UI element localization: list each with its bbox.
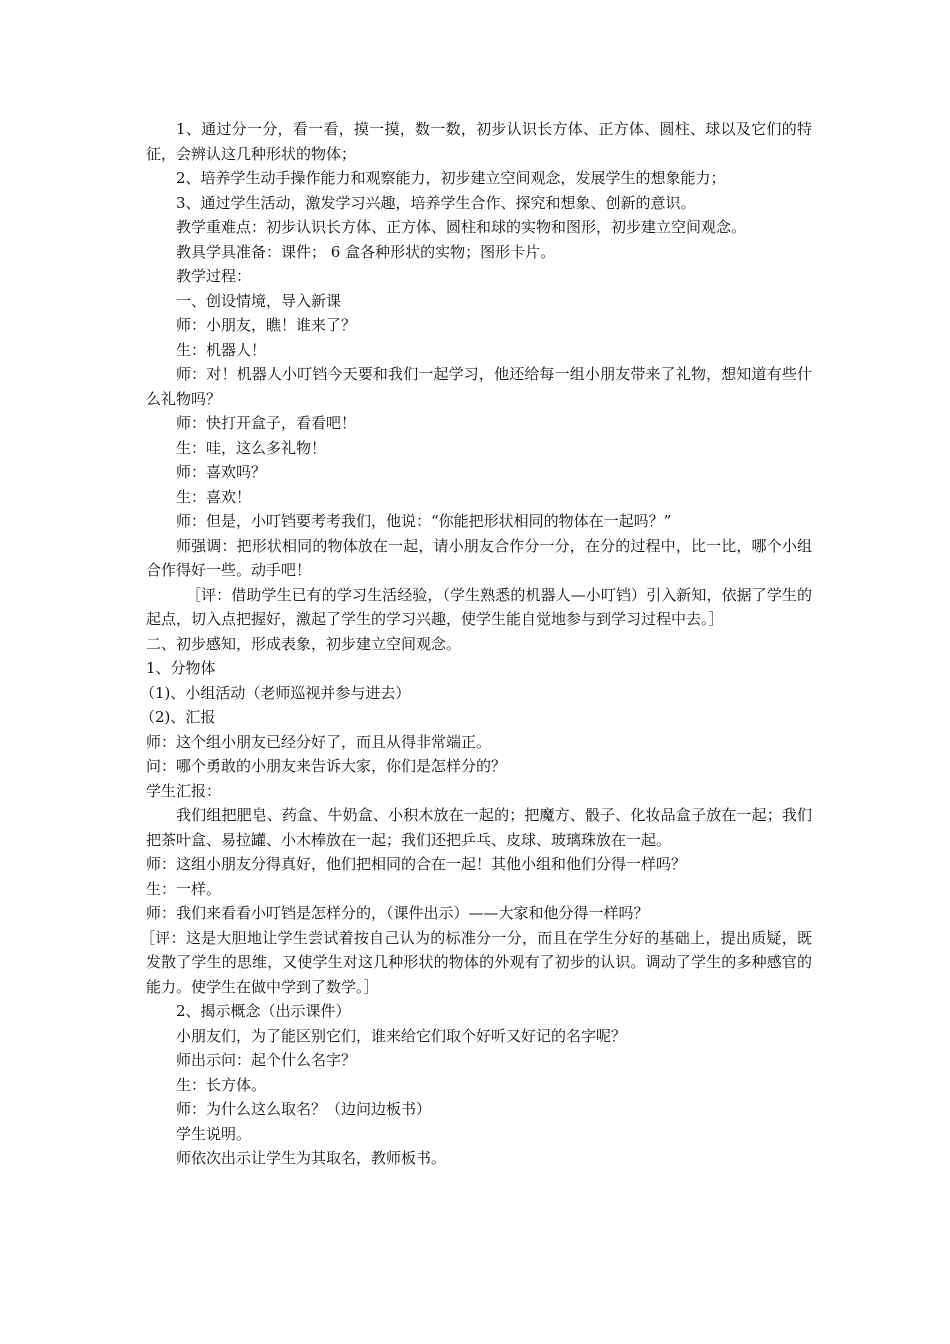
paragraph-14: 生：喜欢！	[176, 487, 252, 506]
paragraph-20: （1)、小组活动（老师巡视并参与进去）	[140, 683, 411, 702]
paragraph-10: 师：对！机器人小叮铛今天要和我们一起学习，他还给每一组小朋友带来了礼物，想知道有些什么礼物吗？	[146, 365, 812, 408]
paragraph-2: 2、培养学生动手操作能力和观察能力，初步建立空间观念，发展学生的想象能力；	[176, 169, 726, 187]
paragraph-31: 小朋友们，为了能区别它们，谁来给它们取个好听又好记的名字呢？	[176, 1026, 627, 1045]
paragraph-24: 学生汇报：	[146, 781, 222, 800]
paragraph-30: 2、揭示概念（出示课件）	[176, 1002, 351, 1020]
paragraph-29: ［评：这是大胆地让学生尝试着按自己认为的标准分一分，而且在学生分好的基础上，提出质疑，既发散了学生的思维，又使学生对这几种形状的物体的外观有了初步的认识。调动了学生的多种感官的能力。使学生在做中学到了数学。］	[140, 928, 812, 996]
paragraph-17: ［评：借助学生已有的学习生活经验，（学生熟悉的机器人—小叮铛）引入新知，依据了学生的起点，切入点把握好，激起了学生的学习兴趣，使学生能自觉地参与到学习过程中去。］	[146, 585, 812, 628]
document-page	[140, 117, 812, 1171]
paragraph-26: 师：这组小朋友分得真好，他们把相同的合在一起！其他小组和他们分得一样吗？	[146, 855, 687, 873]
paragraph-35: 学生说明。	[176, 1124, 252, 1143]
paragraph-22: 师：这个组小朋友已经分好了，而且从得非常端正。	[146, 732, 492, 751]
paragraph-36: 师依次出示让学生为其取名，教师板书。	[176, 1149, 447, 1167]
paragraph-33: 生：长方体。	[176, 1075, 267, 1094]
paragraph-8: 师：小朋友，瞧！谁来了？	[176, 316, 357, 334]
paragraph-1: 1、通过分一分，看一看，摸一摸，数一数，初步认识长方体、正方体、圆柱、球以及它们的特征，会辨认这几种形状的物体；	[146, 120, 812, 163]
paragraph-21: （2)、汇报	[140, 708, 216, 726]
paragraph-16: 师强调：把形状相同的物体放在一起，请小朋友合作分一分，在分的过程中，比一比，哪个小组合作得好一些。动手吧！	[146, 536, 812, 579]
paragraph-28: 师：我们来看看小叮铛是怎样分的，（课件出示）——大家和他分得一样吗？	[146, 904, 649, 922]
paragraph-34: 师：为什么这么取名？（边问边板书）	[176, 1100, 432, 1118]
paragraph-15: 师：但是，小叮铛要考考我们，他说：“你能把形状相同的物体在一起吗？”	[176, 512, 672, 530]
paragraph-23: 问：哪个勇敢的小朋友来告诉大家，你们是怎样分的？	[146, 757, 507, 775]
paragraph-3: 3、通过学生活动，激发学习兴趣，培养学生合作、探究和想象、创新的意识。	[176, 193, 696, 212]
paragraph-11: 师：快打开盒子，看看吧！	[176, 414, 357, 432]
paragraph-27: 生：一样。	[146, 879, 222, 898]
paragraph-32: 师出示问：起个什么名字？	[176, 1051, 357, 1069]
paragraph-13: 师：喜欢吗？	[176, 463, 267, 481]
paragraph-25: 我们组把肥皂、药盒、牛奶盒、小积木放在一起的；把魔方、骰子、化妆品盒子放在一起；我们把茶叶盒、易拉罐、小木棒放在一起；我们还把乒乓、皮球、玻璃珠放在一起。	[146, 806, 812, 849]
paragraph-18: 二、初步感知，形成表象，初步建立空间观念。	[146, 634, 462, 653]
paragraph-6: 教学过程：	[176, 267, 252, 285]
paragraph-9: 生：机器人！	[176, 340, 267, 359]
paragraph-7: 一、创设情境，导入新课	[176, 291, 342, 310]
paragraph-19: 1、分物体	[146, 659, 216, 677]
paragraph-12: 生：哇，这么多礼物！	[176, 438, 327, 457]
paragraph-5: 教具学具准备：课件； 6 盒各种形状的实物；图形卡片。	[176, 242, 556, 261]
paragraph-4: 教学重难点：初步认识长方体、正方体、圆柱和球的实物和图形，初步建立空间观念。	[176, 218, 747, 236]
